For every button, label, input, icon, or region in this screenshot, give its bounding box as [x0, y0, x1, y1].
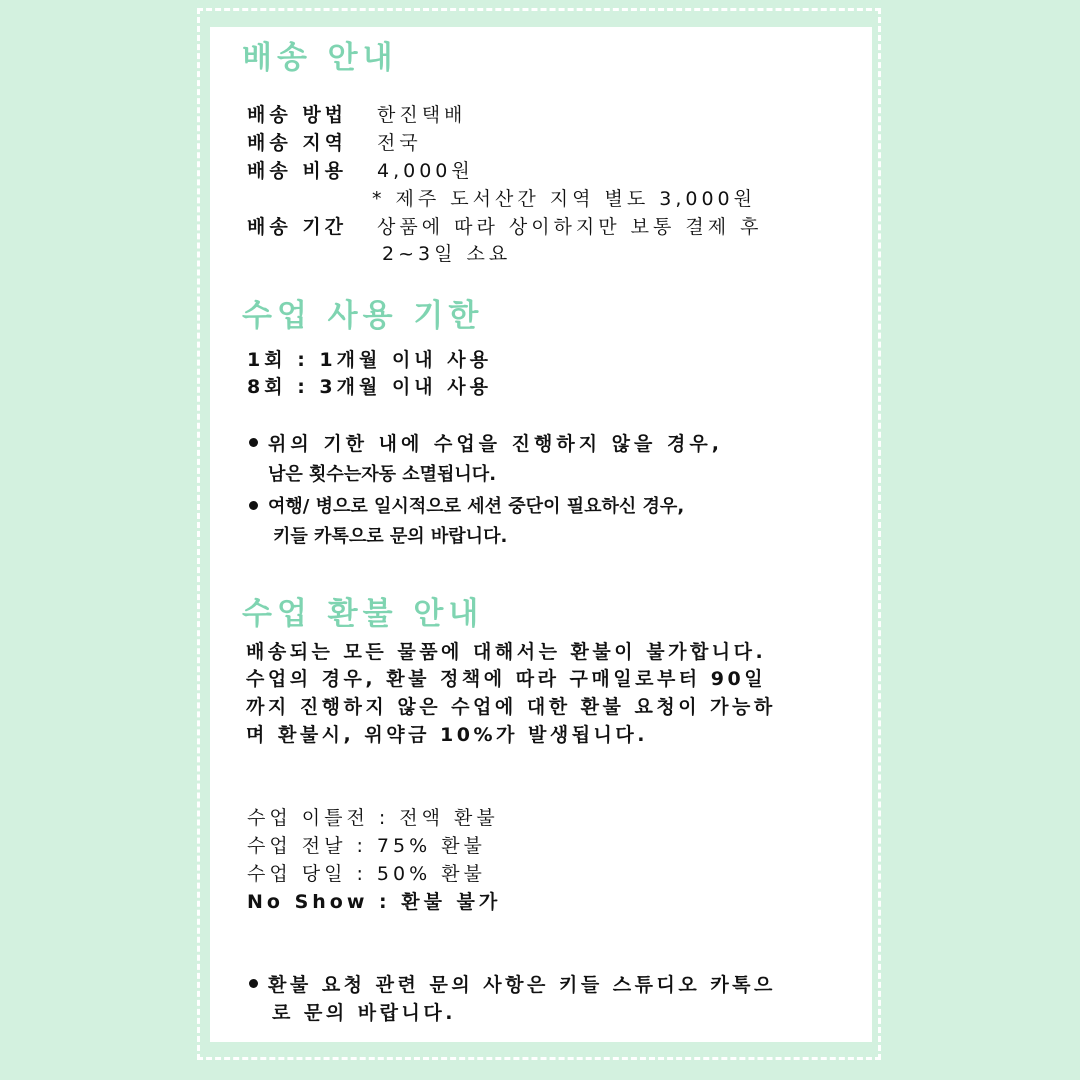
shipping-method-label: 배송 방법: [247, 104, 348, 126]
shipping-title: 배송 안내: [242, 40, 398, 76]
bullet-icon: [249, 501, 258, 510]
refund-tier-2: 수업 전날 : 75% 환불: [247, 835, 486, 857]
usage-rule-2: 8회 : 3개월 이내 사용: [247, 376, 492, 398]
shipping-region-label: 배송 지역: [247, 132, 348, 154]
refund-contact-line-2: 로 문의 바랍니다.: [272, 1002, 456, 1024]
refund-tier-1: 수업 이틀전 : 전액 환불: [247, 807, 499, 829]
refund-para-line-3: 까지 진행하지 않은 수업에 대한 환불 요청이 가능하: [246, 696, 776, 718]
usage-bullet-2: [249, 498, 684, 516]
shipping-period-label: 배송 기간: [247, 216, 348, 238]
usage-bullet-1-line-1: 위의 기한 내에 수업을 진행하지 않을 경우,: [268, 433, 723, 455]
refund-para-line-4: 며 환불시, 위약금 10%가 발생됩니다.: [246, 724, 648, 746]
usage-title: 수업 사용 기한: [242, 298, 484, 334]
shipping-cost-value: 4,000원: [377, 160, 474, 182]
usage-bullet-1: [249, 435, 723, 454]
shipping-period-value-1: 상품에 따라 상이하지만 보통 결제 후: [377, 216, 763, 238]
bullet-icon: [249, 438, 258, 447]
usage-bullet-2-line-2: 키들 카톡으로 문의 바랍니다.: [273, 526, 508, 547]
shipping-region-value: 전국: [377, 132, 422, 154]
usage-bullet-1-line-2: 남은 횟수는자동 소멸됩니다.: [268, 464, 497, 485]
refund-para-line-1: 배송되는 모든 물품에 대해서는 환불이 불가합니다.: [246, 641, 767, 663]
shipping-method-value: 한진택배: [377, 104, 467, 126]
shipping-cost-label: 배송 비용: [247, 160, 348, 182]
usage-rule-1: 1회 : 1개월 이내 사용: [247, 349, 492, 371]
shipping-period-value-2: 2~3일 소요: [382, 243, 512, 265]
refund-title: 수업 환불 안내: [242, 596, 484, 632]
refund-para-line-2: 수업의 경우, 환불 정책에 따라 구매일로부터 90일: [246, 668, 767, 690]
refund-contact: [249, 976, 776, 995]
refund-tier-4: No Show : 환불 불가: [247, 891, 502, 913]
shipping-cost-note: * 제주 도서산간 지역 별도 3,000원: [372, 188, 756, 210]
bullet-icon: [249, 979, 258, 988]
refund-contact-line-1: 환불 요청 관련 문의 사항은 키들 스튜디오 카톡으: [268, 974, 776, 996]
usage-bullet-2-line-1: 여행/ 병으로 일시적으로 세션 중단이 필요하신 경우,: [268, 496, 685, 517]
refund-tier-3: 수업 당일 : 50% 환불: [247, 863, 486, 885]
